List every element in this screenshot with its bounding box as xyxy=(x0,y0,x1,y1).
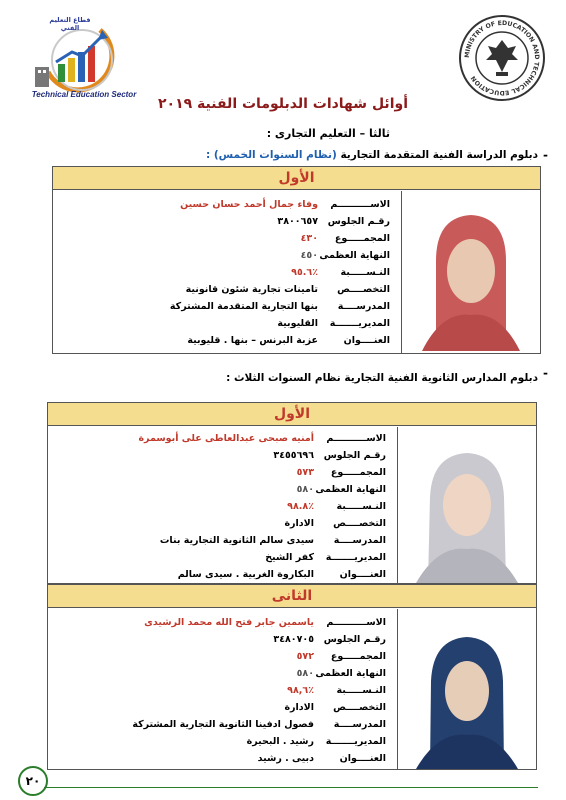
school-label: المدرســــة xyxy=(337,301,390,312)
percent-value: ٪٩٨.٨ xyxy=(287,501,314,512)
percent-value: ٪٩٨,٦ xyxy=(287,685,314,696)
directorate-label: المديريـــــــة xyxy=(325,552,386,563)
seat-label: رقـم الجلوس xyxy=(323,634,386,645)
name-row xyxy=(56,433,386,449)
student-name: وفاء جمال أحمد حسان حسين xyxy=(180,199,318,210)
max-row xyxy=(60,250,390,266)
total-row xyxy=(56,467,386,483)
school-row xyxy=(60,301,390,317)
seat-row xyxy=(56,450,386,466)
name-label: الاســــــــــم xyxy=(326,433,386,444)
student-name: أمنيه صبحى عبدالعاطى على أبوسمرة xyxy=(138,433,314,444)
seat-number: ٣٤٥٥٦٩٦ xyxy=(273,450,314,461)
page-number: ٢٠ xyxy=(18,766,48,796)
max-label: النهاية العظمى xyxy=(315,484,386,495)
directorate-value: القليوبية xyxy=(277,318,318,329)
diploma-heading-2-system: نظام السنوات الثلاث : xyxy=(226,372,341,384)
max-label: النهاية العظمى xyxy=(315,668,386,679)
spec-label: التخصــــص xyxy=(333,702,386,713)
school-row xyxy=(56,719,386,735)
max-score: ٥٨٠ xyxy=(296,484,314,495)
diploma-heading-2-text: دبلوم المدارس الثانوية الفنية التجارية xyxy=(344,372,538,384)
percent-row xyxy=(56,501,386,517)
ministry-seal xyxy=(458,14,546,102)
school-row xyxy=(56,535,386,551)
school-label: المدرســــة xyxy=(333,535,386,546)
address-value: عزبة البرنس – بنها . قليوبية xyxy=(187,335,318,346)
student-card-2 xyxy=(47,402,537,584)
spec-value: تامينات تجارية شئون قانونية xyxy=(185,284,318,295)
footer-rule xyxy=(44,787,538,788)
max-score: ٤٥٠ xyxy=(300,250,318,261)
address-label: العنــــوان xyxy=(339,753,386,764)
student-photo xyxy=(397,427,536,583)
student-card-3 xyxy=(47,584,537,770)
student-card-1 xyxy=(52,166,541,354)
percent-label: النـســـــبة xyxy=(336,685,386,696)
directorate-value: كفر الشيخ xyxy=(265,552,314,563)
seat-number: ٣٤٨٠٧٠٥ xyxy=(273,634,314,645)
seat-label: رقـم الجلوس xyxy=(327,216,390,227)
percent-label: النـســـــبة xyxy=(340,267,390,278)
total-label: المجمـــــوع xyxy=(334,233,390,244)
school-value: بنها التجارية المتقدمة المشتركة xyxy=(169,301,318,312)
directorate-row xyxy=(56,736,386,752)
student-photo xyxy=(397,609,536,769)
spec-row xyxy=(56,702,386,718)
name-row xyxy=(56,617,386,633)
diploma-heading-2 xyxy=(226,372,538,384)
diploma-heading-1 xyxy=(206,149,538,161)
directorate-label: المديريـــــــة xyxy=(325,736,386,747)
directorate-row xyxy=(56,552,386,568)
max-row xyxy=(56,484,386,500)
seat-number: ٣٨٠٠٦٥٧ xyxy=(277,216,318,227)
seat-row xyxy=(56,634,386,650)
address-label: العنــــوان xyxy=(339,569,386,580)
diploma-heading-1-system: (نظام السنوات الخمس) : xyxy=(205,149,337,161)
card-rank: الثانى xyxy=(48,585,536,608)
seat-row xyxy=(60,216,390,232)
bullet-icon: - xyxy=(543,366,548,380)
spec-label: التخصــــص xyxy=(337,284,390,295)
address-row xyxy=(56,569,386,585)
school-value: سيدى سالم الثانوية التجارية بنات xyxy=(159,535,314,546)
spec-label: التخصــــص xyxy=(333,518,386,529)
spec-row xyxy=(56,518,386,534)
logo-caption: Technical Education Sector xyxy=(31,90,137,99)
spec-value: الادارة xyxy=(284,702,314,713)
student-name: ياسمين جابر فتح الله محمد الرشيدى xyxy=(144,617,314,628)
address-value: دبيى . رشيد xyxy=(257,753,314,764)
directorate-label: المديريـــــــة xyxy=(329,318,390,329)
directorate-value: رشيد . البحيرة xyxy=(246,736,314,747)
spec-row xyxy=(60,284,390,300)
percent-row xyxy=(56,685,386,701)
directorate-row xyxy=(60,318,390,334)
percent-row xyxy=(60,267,390,283)
total-label: المجمـــــوع xyxy=(330,651,386,662)
section-title: ثالثا – التعليم التجارى : xyxy=(266,127,390,140)
bullet-icon: - xyxy=(543,148,548,162)
name-label: الاســــــــــم xyxy=(330,199,390,210)
page-title: أوائل شهادات الدبلومات الفنية ٢٠١٩ xyxy=(158,96,408,112)
address-row xyxy=(56,753,386,769)
total-score: ٥٧٢ xyxy=(296,651,314,662)
total-score: ٤٣٠ xyxy=(300,233,318,244)
address-row xyxy=(60,335,390,351)
max-label: النهاية العظمى xyxy=(319,250,390,261)
seal-text: MINISTRY OF EDUCATION AND TECHNICAL EDUCATION xyxy=(463,19,541,97)
max-score: ٥٨٠ xyxy=(296,668,314,679)
max-row xyxy=(56,668,386,684)
seat-label: رقـم الجلوس xyxy=(323,450,386,461)
card-rank: الأول xyxy=(48,403,536,426)
percent-value: ٪٩٥.٦ xyxy=(291,267,318,278)
percent-label: النـســـــبة xyxy=(336,501,386,512)
total-label: المجمـــــوع xyxy=(330,467,386,478)
address-label: العنــــوان xyxy=(343,335,390,346)
spec-value: الادارة xyxy=(284,518,314,529)
total-row xyxy=(60,233,390,249)
logo-arabic-text: قطاع التعليم الفني xyxy=(49,16,91,32)
name-row xyxy=(60,199,390,215)
student-photo xyxy=(401,191,540,353)
name-label: الاســــــــــم xyxy=(326,617,386,628)
address-value: البكاروة الغربية . سيدى سالم xyxy=(177,569,314,580)
total-row xyxy=(56,651,386,667)
school-value: فصول ادفينا الثانوية التجارية المشتركة xyxy=(132,719,314,730)
school-label: المدرســــة xyxy=(333,719,386,730)
card-rank: الأول xyxy=(53,167,540,190)
total-score: ٥٧٣ xyxy=(296,467,314,478)
diploma-heading-1-text: دبلوم الدراسة الفنية المتقدمة التجارية xyxy=(340,149,538,161)
